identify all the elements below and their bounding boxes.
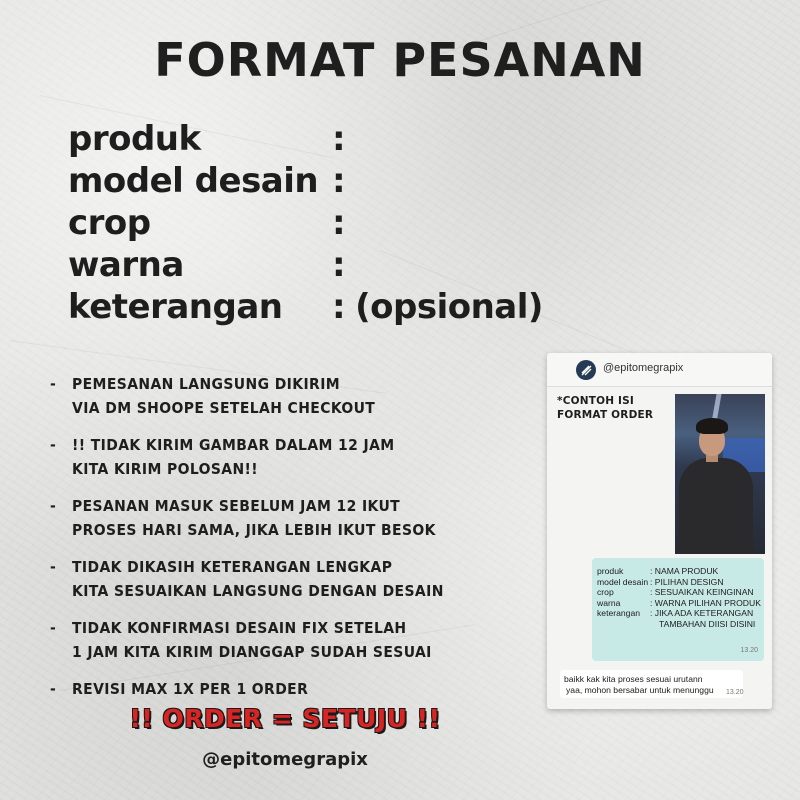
- avatar: [576, 360, 596, 380]
- rule-item: [50, 616, 530, 664]
- example-label: *CONTOH ISI FORMAT ORDER: [557, 395, 654, 421]
- field-colon: :: [332, 245, 346, 285]
- row-value: : NAMA PRODUK: [650, 566, 719, 576]
- rule-line-2: KITA KIRIM POLOSAN!!: [72, 460, 259, 478]
- rule-item: [50, 494, 530, 542]
- field-colon: :: [332, 161, 346, 201]
- brand-handle: @epitomegrapix: [202, 749, 368, 770]
- rule-line-1: PESANAN MASUK SEBELUM JAM 12 IKUT: [72, 497, 401, 515]
- field-colon: :: [332, 203, 346, 243]
- product-photo: [675, 394, 765, 554]
- field-label: keterangan: [68, 287, 283, 327]
- field-label: produk: [68, 119, 201, 159]
- field-label: model desain: [68, 161, 319, 201]
- rule-dash: -: [50, 375, 57, 393]
- rule-line-1: !! TIDAK KIRIM GAMBAR DALAM 12 JAM: [72, 436, 395, 454]
- field-label: warna: [68, 245, 184, 285]
- rule-item: [50, 433, 530, 481]
- incoming-message-text: [564, 674, 729, 695]
- row-value: : JIKA ADA KETERANGAN: [650, 608, 754, 619]
- message-time: 13.20: [740, 647, 758, 655]
- field-note: (opsional): [355, 287, 543, 327]
- chat-example-card: [547, 353, 772, 709]
- message-line-1: baikk kak kita proses sesuai urutann: [564, 674, 703, 684]
- rule-item: [50, 555, 530, 603]
- field-colon-with-note: [332, 286, 543, 328]
- rule-item: [50, 677, 530, 701]
- rule-line-2: 1 JAM KITA KIRIM DIANGGAP SUDAH SESUAI: [72, 643, 432, 661]
- field-label: crop: [68, 203, 151, 243]
- order-agree-banner: !! ORDER = SETUJU !!: [129, 704, 441, 733]
- rule-line-2: KITA SESUAIKAN LANGSUNG DENGAN DESAIN: [72, 582, 444, 600]
- row-value: TAMBAHAN DIISI DISINI: [659, 618, 756, 629]
- rule-line-1: TIDAK KONFIRMASI DESAIN FIX SETELAH: [72, 619, 407, 637]
- row-key: produk: [597, 566, 624, 576]
- rule-dash: -: [50, 497, 57, 515]
- message-time: 13.20: [726, 689, 744, 696]
- rule-line-1: REVISI MAX 1X PER 1 ORDER: [72, 680, 309, 698]
- chat-header: [547, 353, 772, 387]
- row-value: : SESUAIKAN KEINGINAN: [650, 587, 754, 598]
- rule-item: [50, 372, 530, 420]
- rule-line-2: VIA DM SHOOPE SETELAH CHECKOUT: [72, 399, 376, 417]
- field-colon: :: [332, 119, 346, 159]
- row-key: warna: [597, 597, 621, 608]
- rule-line-1: PEMESANAN LANGSUNG DIKIRIM: [72, 375, 341, 393]
- row-key: model desain: [597, 576, 649, 587]
- chat-username: @epitomegrapix: [603, 362, 684, 374]
- rule-dash: -: [50, 436, 57, 454]
- field-colon: :: [332, 287, 346, 327]
- order-rules-list: [50, 372, 530, 714]
- row-value: : PILIHAN DESIGN: [650, 576, 724, 587]
- outgoing-message-bubble: [592, 558, 764, 661]
- brand-logo-icon: [580, 364, 592, 376]
- rule-dash: -: [50, 619, 57, 637]
- rule-dash: -: [50, 558, 57, 576]
- row-key: keterangan: [597, 608, 641, 619]
- rule-dash: -: [50, 680, 57, 698]
- row-key: crop: [597, 587, 614, 598]
- incoming-message-bubble: [560, 670, 743, 698]
- row-value: : WARNA PILIHAN PRODUK: [650, 597, 761, 608]
- rule-line-1: TIDAK DIKASIH KETERANGAN LENGKAP: [72, 558, 393, 576]
- message-line-2: yaa, mohon bersabar untuk menunggu: [566, 684, 714, 695]
- rule-line-2: PROSES HARI SAMA, JIKA LEBIH IKUT BESOK: [72, 521, 436, 539]
- page-title: FORMAT PESANAN: [154, 33, 646, 87]
